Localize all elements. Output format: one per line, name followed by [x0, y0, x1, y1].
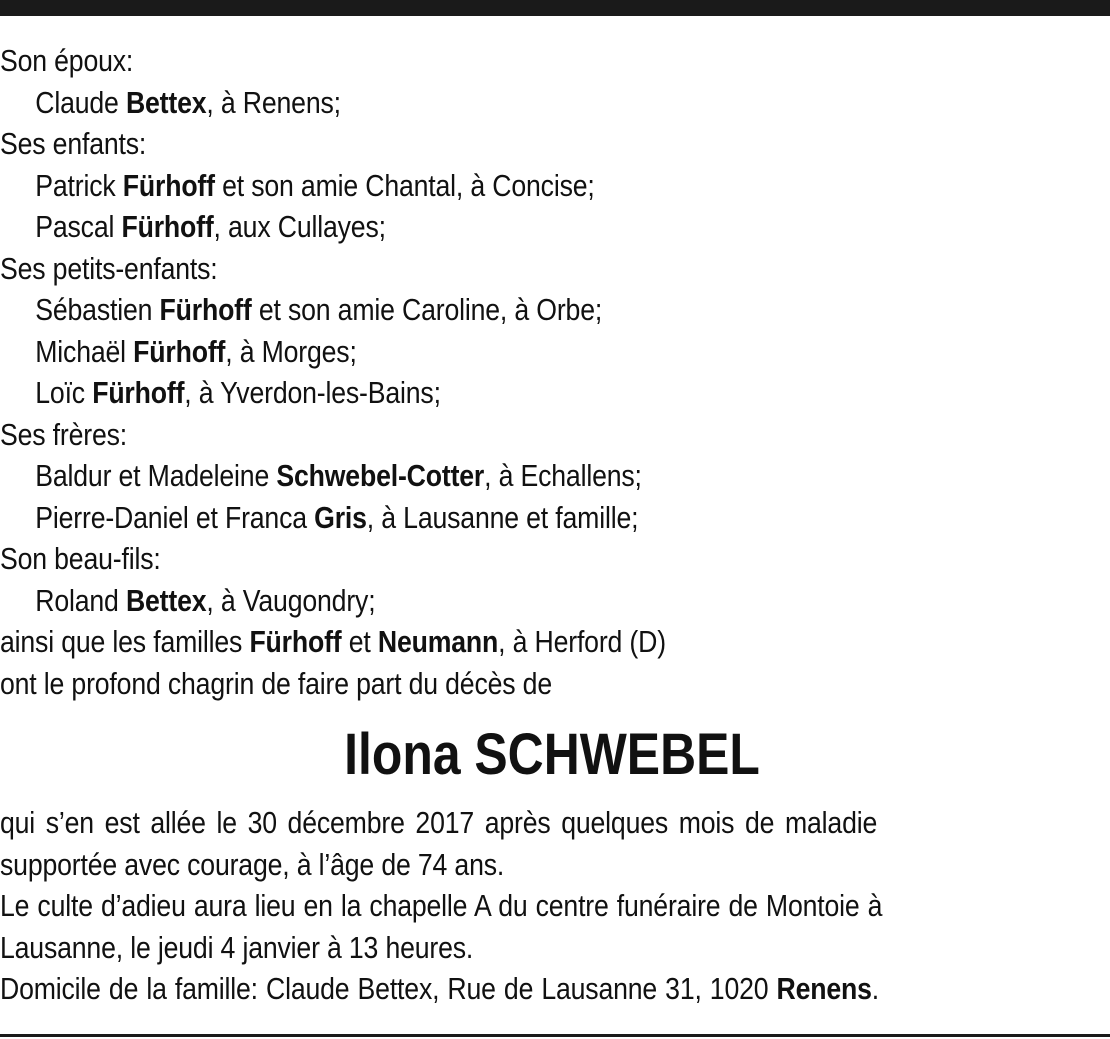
announcement-text: ont le profond chagrin de faire part du décès de: [0, 665, 552, 701]
child-entry: Pascal Fürhoff, aux Cullayes;: [35, 209, 386, 244]
spouse-heading: Son époux:: [0, 43, 134, 78]
stepson-entry: Roland Bettex, à Vaugondry;: [35, 582, 376, 618]
child-entry: Patrick Fürhoff et son amie Chantal, à Concise;: [35, 167, 595, 203]
details-line: Le culte d’adieu aura lieu en la chapelle A du centre funéraire de Montoie à: [0, 888, 883, 923]
brother-entry: Baldur et Madeleine Schwebel-Cotter, à Echallens;: [35, 458, 642, 493]
spouse-entry: Claude Bettex, à Renens;: [35, 84, 341, 120]
grandchild-entry: Sébastien Fürhoff et son amie Caroline, à Orbe;: [35, 292, 603, 327]
children-heading: Ses enfants:: [0, 126, 147, 161]
bottom-rule: [0, 1034, 1110, 1037]
stepson-heading: Son beau-fils:: [0, 541, 161, 576]
details-line: supportée avec courage, à l’âge de 74 ans.: [0, 846, 505, 882]
brother-entry: Pierre-Daniel et Franca Gris, à Lausanne et famille;: [35, 499, 639, 535]
grandchild-entry: Loïc Fürhoff, à Yverdon-les-Bains;: [35, 375, 441, 410]
domicile-line: Domicile de la famille: Claude Bettex, Rue de Lausanne 31, 1020 Renens.: [0, 971, 880, 1006]
details-line: qui s’en est allée le 30 décembre 2017 après quelques mois de maladie: [0, 805, 878, 840]
brothers-heading: Ses frères:: [0, 416, 128, 452]
grandchildren-heading: Ses petits-enfants:: [0, 250, 218, 286]
grandchild-entry: Michaël Fürhoff, à Morges;: [35, 333, 357, 369]
top-rule: [0, 0, 1110, 16]
details-line: Lausanne, le jeudi 4 janvier à 13 heures.: [0, 929, 474, 965]
obituary-notice: [0, 40, 1104, 1010]
deceased-name: Ilona SCHWEBEL: [344, 722, 760, 787]
other-families: ainsi que les familles Fürhoff et Neumann, à Herford (D): [0, 624, 666, 659]
